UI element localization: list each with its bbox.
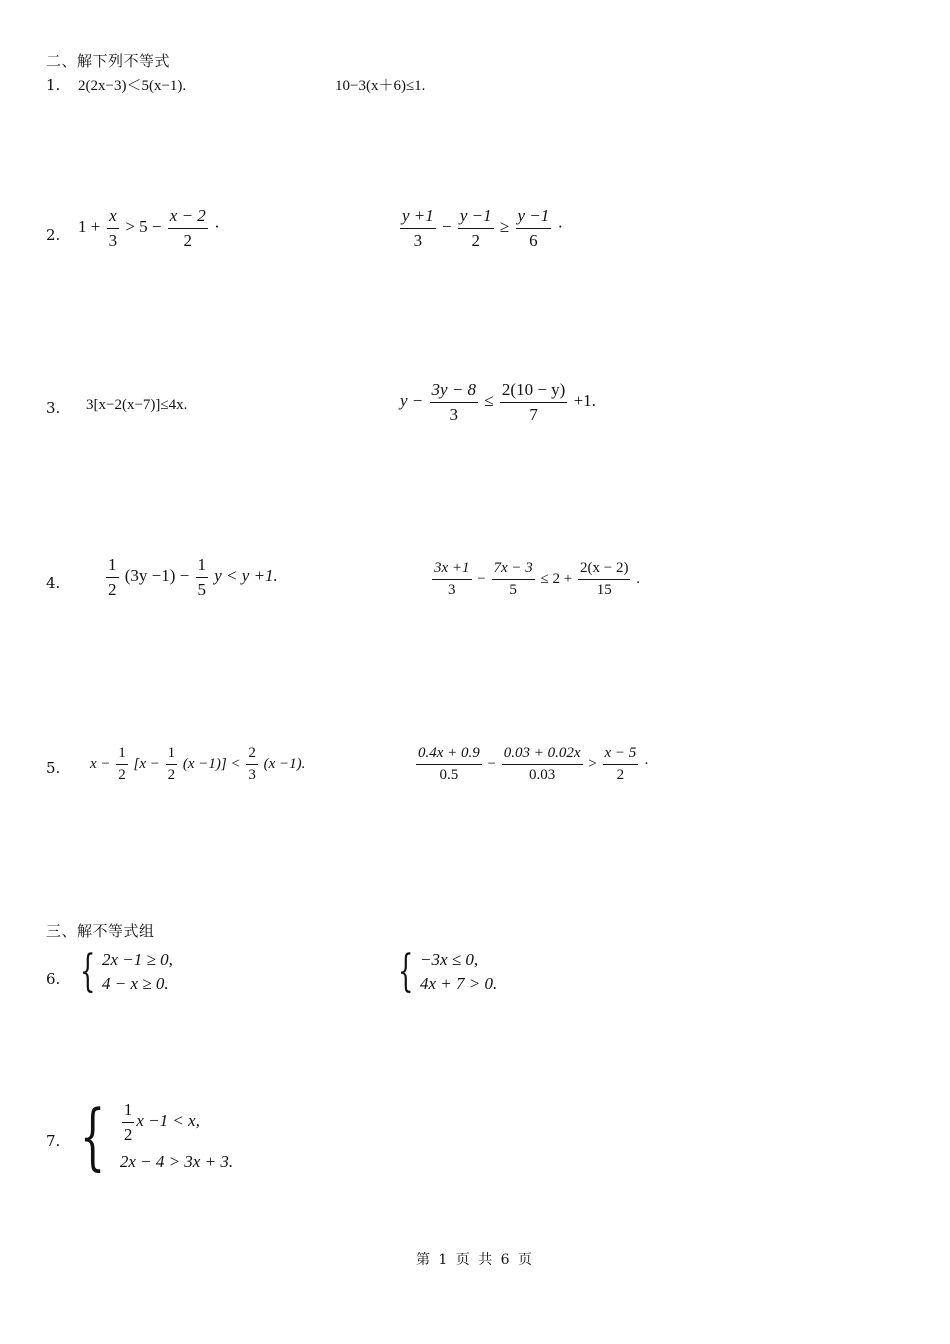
fraction: $\frac{1}{5}$ [197, 555, 206, 599]
fraction: $\frac{2}{3}$ [248, 745, 256, 784]
fraction: $\frac{y +1}{3}$ [402, 206, 434, 250]
fraction: $\frac{1}{2}$ [108, 555, 117, 599]
fraction: $\frac{2(10 - y)}{7}$ [501, 380, 566, 424]
fraction: $\frac{x}{3}$ [108, 206, 118, 250]
left-brace: { [398, 946, 414, 997]
left-brace: { [80, 1094, 106, 1178]
problem-number-3: 3. [46, 399, 61, 417]
problem-5-right: $\frac{0.4x + 0.9}{0.5}$ − $\frac{0.03 + 0.02x}{0.03}$ > $\frac{x - 5}{2}$ · [418, 745, 650, 784]
section-title-systems: 三、解不等式组 [46, 922, 155, 940]
problem-number-1: 1. [46, 76, 61, 94]
problem-6-left-system [80, 946, 173, 997]
problem-4-left: $\frac{1}{2}$ (3y −1) − $\frac{1}{5}$ y < y +1. [108, 555, 278, 599]
fraction: $\frac{1}{2}$ [118, 745, 126, 784]
problem-1-left: 2(2x−3)＜5(x−1). [78, 78, 187, 94]
problem-2-left: 1 + $\frac{x}{3}$ > 5 − $\frac{x - 2}{2}$ · [78, 206, 220, 250]
problem-number-5: 5. [46, 759, 61, 777]
problem-7-system [80, 1094, 234, 1178]
fraction: $\frac{2(x - 2)}{15}$ [579, 560, 629, 599]
fraction: $\frac{3x +1}{3}$ [434, 560, 470, 599]
left-brace: { [80, 946, 96, 997]
problem-number-6: 6. [46, 970, 61, 988]
fraction: $\frac{x - 2}{2}$ [169, 206, 206, 250]
problem-3-right: y − $\frac{3y - 8}{3}$ ≤ $\frac{2(10 - y)}{7}$ +1. [400, 380, 596, 424]
system-line: 4 − x ≥ 0. [102, 974, 169, 993]
system-line: 4x + 7 > 0. [420, 974, 498, 993]
fraction: $\frac{x - 5}{2}$ [604, 745, 637, 784]
fraction: $\frac{0.03 + 0.02x}{0.03}$ [503, 745, 581, 784]
problem-6-right-system [398, 946, 498, 997]
problem-number-4: 4. [46, 574, 61, 592]
fraction: $\frac{3y - 8}{3}$ [431, 380, 477, 424]
problem-number-2: 2. [46, 226, 61, 244]
problem-1-right: 10−3(x＋6)≤1. [335, 78, 426, 94]
system-line: 2x −1 ≥ 0, [102, 950, 173, 969]
problem-2-right: $\frac{y +1}{3}$ − $\frac{y -1}{2}$ ≥ $\frac{y -1}{6}$ · [402, 206, 564, 250]
problem-number-7: 7. [46, 1132, 61, 1150]
system-line: −3x ≤ 0, [420, 950, 479, 969]
fraction: $\frac{7x - 3}{5}$ [493, 560, 533, 599]
section-title-inequalities: 二、解下列不等式 [46, 52, 171, 70]
fraction: $\frac{1}{2}$ [167, 745, 176, 784]
fraction: $\frac{y -1}{6}$ [517, 206, 550, 250]
fraction: $\frac{y -1}{2}$ [459, 206, 492, 250]
system-line: $\frac{1}{2}$ x −1 < x, [123, 1100, 200, 1144]
problem-4-right: $\frac{3x +1}{3}$ − $\frac{7x - 3}{5}$ ≤ 2 + $\frac{2(x - 2)}{15}$ . [434, 560, 640, 599]
fraction: $\frac{0.4x + 0.9}{0.5}$ [418, 745, 480, 784]
problem-3-left: 3[x−2(x−7)]≤4x. [86, 397, 188, 413]
problem-5-left: x − $\frac{1}{2}$ [x − $\frac{1}{2}$ (x −1)] < $\frac{2}{3}$ (x −1). [90, 745, 306, 784]
page-footer: 第 1 页 共 6 页 [415, 1252, 535, 1268]
system-line: 2x − 4 > 3x + 3. [119, 1152, 234, 1171]
fraction: $\frac{1}{2}$ [123, 1100, 133, 1144]
